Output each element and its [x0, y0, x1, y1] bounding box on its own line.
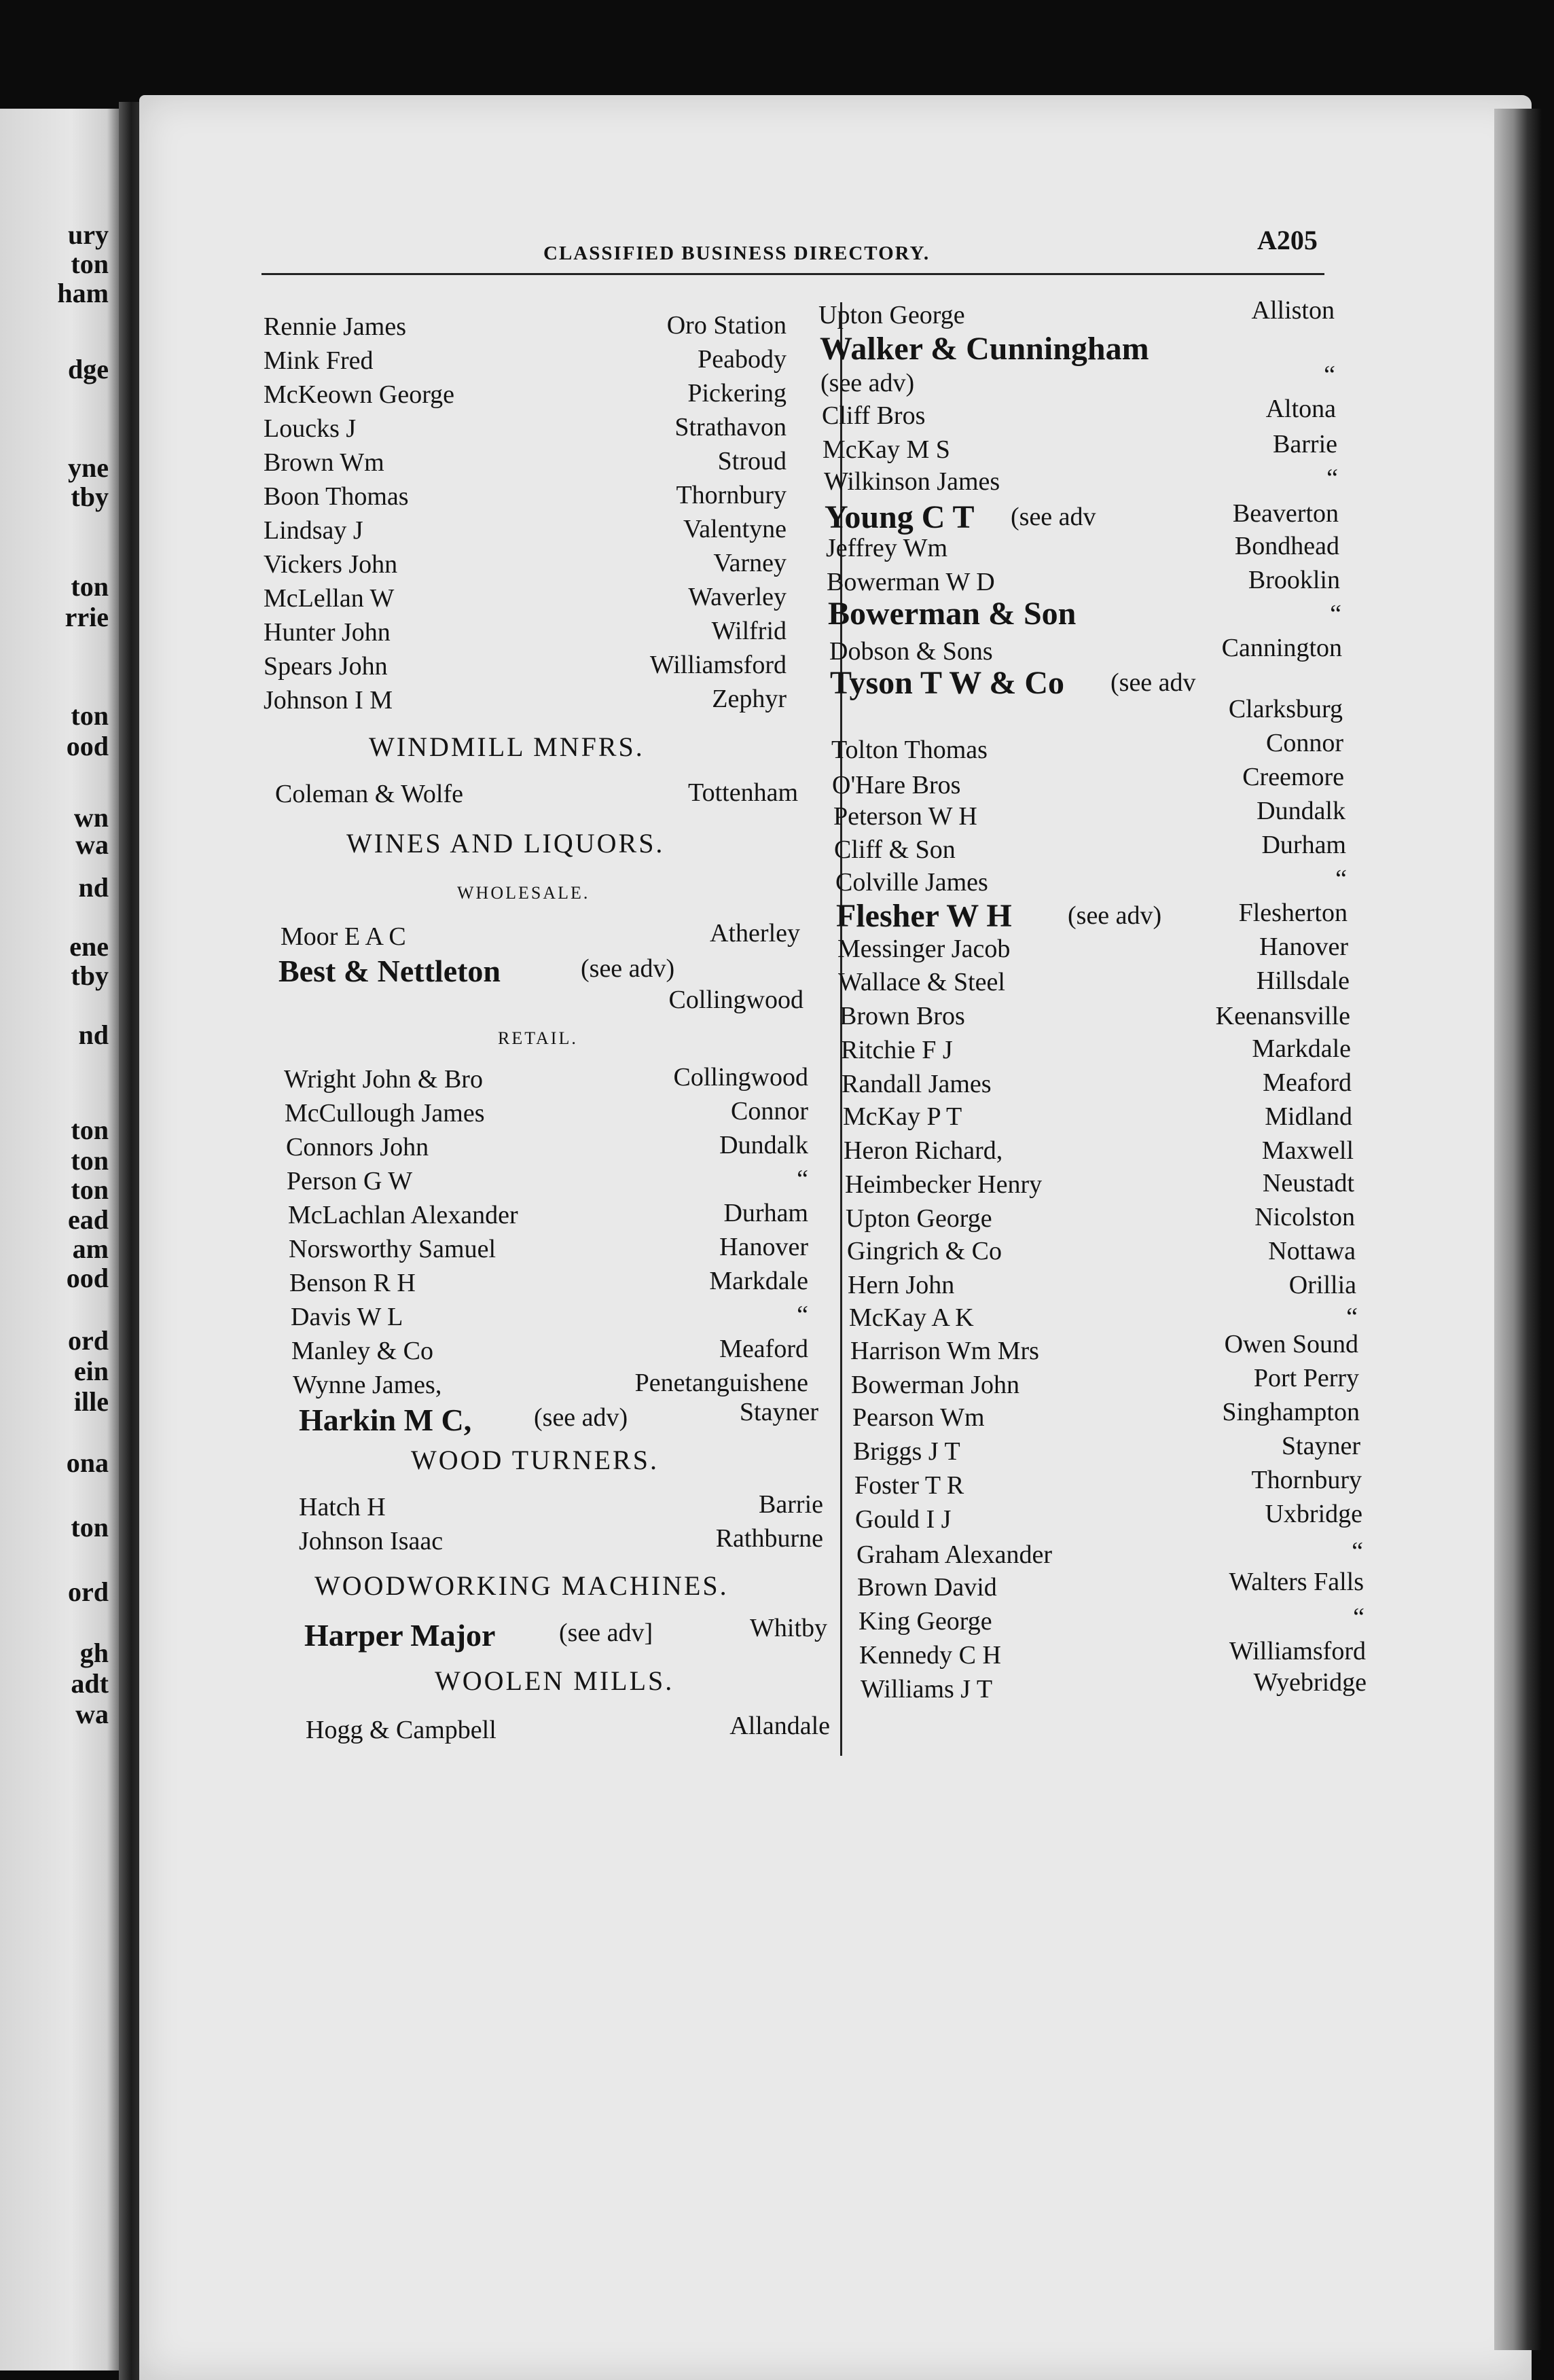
entry-name: Coleman & Wolfe	[275, 780, 463, 808]
entry-place: Thornbury	[676, 481, 787, 509]
entry-name: Bowerman John	[851, 1371, 1020, 1399]
entry-place: Neustadt	[1262, 1169, 1354, 1197]
entry-name: Harrison Wm Mrs	[850, 1337, 1039, 1365]
entry-place: Maxwell	[1261, 1136, 1354, 1165]
left-page-fragment: ord	[68, 1576, 109, 1607]
entry-name: Norsworthy Samuel	[289, 1235, 496, 1263]
left-page-fragment: ton	[71, 249, 109, 279]
entry-name: Benson R H	[289, 1269, 416, 1297]
section-heading: WOOLEN MILLS.	[435, 1665, 674, 1696]
entry-name: Hatch H	[299, 1493, 386, 1521]
entry-name: Heimbecker Henry	[845, 1170, 1043, 1199]
entry-name: McLachlan Alexander	[288, 1201, 518, 1229]
entry-name: Person G W	[287, 1167, 413, 1195]
entry-name: Wallace & Steel	[838, 968, 1005, 996]
entry-name: Johnson Isaac	[299, 1527, 444, 1555]
entry-place: Owen Sound	[1224, 1330, 1358, 1358]
entry-place: Collingwood	[668, 986, 803, 1014]
entry-place: “	[797, 1301, 808, 1329]
entry-place: Durham	[723, 1199, 808, 1227]
entry-name: Peterson W H	[833, 802, 977, 831]
entry-place: Stayner	[1281, 1432, 1360, 1460]
see-adv-note: (see adv)	[534, 1403, 628, 1432]
entry-place: “	[1324, 361, 1335, 389]
left-page-fragment: wa	[75, 1699, 109, 1729]
left-page-fragment: yne	[68, 452, 109, 483]
left-page-fragment: wn	[73, 802, 109, 833]
see-adv-note: (see adv)	[1068, 901, 1162, 930]
entry-place: “	[797, 1165, 808, 1193]
entry-name: Colville James	[835, 868, 988, 897]
entry-name: Davis W L	[291, 1303, 403, 1331]
left-page-fragment: rrie	[65, 602, 109, 632]
entry-place: Singhampton	[1222, 1398, 1360, 1426]
bold-entry-name: Harkin M C,	[299, 1403, 472, 1437]
entry-name: Vickers John	[264, 550, 398, 579]
entry-name: Moor E A C	[281, 922, 406, 951]
entry-name: King George	[859, 1607, 992, 1636]
left-page-fragment: ton	[71, 1145, 109, 1176]
entry-name: Bowerman W D	[827, 568, 995, 596]
entry-name: Pearson Wm	[852, 1403, 985, 1432]
left-page-fragment: ton	[71, 700, 109, 731]
entry-place: Orillia	[1288, 1271, 1356, 1299]
entry-place: Hanover	[719, 1233, 808, 1261]
entry-place: Dundalk	[719, 1131, 808, 1159]
entry-place: Valentyne	[683, 515, 787, 543]
left-page-fragment: ton	[71, 1512, 109, 1543]
entry-name: Mink Fred	[264, 346, 374, 375]
running-header: CLASSIFIED BUSINESS DIRECTORY.	[543, 242, 930, 264]
subheading: RETAIL.	[498, 1028, 578, 1048]
entry-place: Oro Station	[666, 311, 787, 340]
entry-name: Brown Bros	[839, 1002, 965, 1030]
entry-place: Alliston	[1251, 296, 1335, 325]
entry-place: Markdale	[709, 1267, 808, 1295]
left-page-fragment: ton	[71, 1115, 109, 1145]
entry-place: Nottawa	[1268, 1237, 1356, 1265]
entry-name: Gingrich & Co	[847, 1237, 1002, 1265]
entry-place: Port Perry	[1253, 1364, 1359, 1392]
entry-name: Foster T R	[854, 1471, 964, 1500]
entry-place: Williamsford	[649, 651, 787, 679]
entry-place: Strathavon	[674, 413, 787, 441]
page-number: A205	[1257, 225, 1318, 255]
see-adv-note: (see adv	[1011, 503, 1096, 531]
left-page-fragment: tby	[71, 482, 109, 512]
entry-place: Flesherton	[1238, 899, 1348, 927]
entry-place: Rathburne	[715, 1524, 823, 1553]
entry-name: Ritchie F J	[841, 1036, 953, 1064]
entry-name: McKay A K	[849, 1303, 974, 1332]
entry-name: Jeffrey Wm	[826, 534, 948, 562]
entry-place: “	[1353, 1603, 1365, 1631]
entry-name: Cliff Bros	[822, 401, 926, 430]
header-rule	[261, 273, 1324, 275]
entry-name: Hern John	[848, 1271, 955, 1299]
entry-place: Markdale	[1252, 1034, 1351, 1063]
entry-name: Hunter John	[264, 618, 391, 647]
entry-place: Penetanguishene	[634, 1369, 808, 1397]
left-page-fragment: ood	[66, 731, 109, 761]
entry-name: Williams J T	[861, 1675, 993, 1703]
left-page-fragment: nd	[78, 1020, 109, 1050]
entry-place: Wilfrid	[711, 617, 787, 645]
entry-place: Tottenham	[688, 778, 798, 807]
entry-name: Wilkinson James	[824, 467, 1000, 496]
entry-place: Bondhead	[1234, 532, 1339, 560]
entry-place: Beaverton	[1232, 499, 1339, 528]
entry-name: McLellan W	[264, 584, 395, 613]
entry-name: McKay M S	[823, 435, 950, 464]
entry-name: Hogg & Campbell	[306, 1716, 496, 1744]
left-page-fragment: ead	[68, 1204, 109, 1235]
entry-name: Brown David	[857, 1573, 997, 1602]
left-page-fragment: ton	[71, 1174, 109, 1205]
entry-place: Meaford	[719, 1335, 808, 1363]
subheading: WHOLESALE.	[457, 883, 590, 903]
section-heading: WOOD TURNERS.	[411, 1445, 659, 1475]
entry-place: Meaford	[1263, 1068, 1352, 1097]
entry-place: Pickering	[687, 379, 787, 408]
entry-place: Keenansville	[1215, 1002, 1350, 1030]
entry-place: Connor	[731, 1097, 808, 1125]
entry-name: Bowerman & Son	[828, 596, 1077, 632]
entry-name: Boon Thomas	[264, 482, 409, 511]
section-heading: WINDMILL MNFRS.	[369, 732, 645, 762]
entry-place: Hillsdale	[1256, 967, 1350, 995]
entry-place: Zephyr	[712, 685, 787, 713]
entry-place: “	[1326, 464, 1338, 492]
entry-place: Clarksburg	[1228, 695, 1343, 723]
entry-name: Walker & Cunningham	[820, 331, 1149, 367]
left-page-fragment: wa	[75, 829, 109, 860]
entry-place: Altona	[1265, 395, 1336, 423]
entry-name: Messinger Jacob	[837, 935, 1011, 963]
entry-place: Atherley	[710, 919, 800, 948]
left-page-fragment: ury	[68, 219, 109, 250]
left-page-fragment: ham	[57, 278, 109, 308]
entry-name: O'Hare Bros	[832, 771, 961, 799]
section-heading: WINES AND LIQUORS.	[346, 828, 665, 859]
left-page-fragment: ene	[69, 931, 109, 962]
left-page-fragment: ona	[66, 1447, 109, 1478]
entry-name: Cliff & Son	[834, 835, 956, 864]
entry-place: Varney	[713, 549, 787, 577]
entry-name: Randall James	[842, 1070, 992, 1098]
entry-name: Tyson T W & Co	[830, 665, 1065, 701]
entry-name: Briggs J T	[853, 1437, 960, 1466]
left-page-fragment: ood	[66, 1263, 109, 1293]
left-page-fragment: am	[72, 1233, 109, 1264]
left-page-fragment: nd	[78, 872, 109, 903]
entry-name: Flesher W H	[836, 898, 1012, 934]
entry-place: Allandale	[729, 1712, 830, 1740]
entry-place: Dundalk	[1257, 797, 1345, 825]
see-adv-note: (see adv	[1110, 668, 1196, 697]
entry-name: (see adv)	[820, 369, 915, 397]
entry-name: Lindsay J	[264, 516, 363, 545]
entry-name: Young C T	[825, 499, 975, 535]
entry-place: Durham	[1261, 831, 1346, 859]
left-page-fragment: ton	[71, 571, 109, 602]
entry-name: Brown Wm	[264, 448, 384, 477]
entry-place: Barrie	[1273, 430, 1337, 458]
entry-name: Upton George	[846, 1204, 992, 1233]
entry-name: Rennie James	[264, 312, 407, 341]
bold-entry-name: Best & Nettleton	[278, 954, 501, 988]
section-heading: WOODWORKING MACHINES.	[314, 1570, 729, 1601]
entry-name: Johnson I M	[264, 686, 393, 715]
entry-place: Walters Falls	[1229, 1568, 1364, 1596]
entry-place: “	[1352, 1537, 1363, 1566]
entry-place: Cannington	[1221, 634, 1342, 662]
entry-name: Heron Richard,	[844, 1136, 1003, 1165]
entry-name: Loucks J	[264, 414, 357, 443]
entry-place: Whitby	[750, 1614, 827, 1642]
entry-place: Creemore	[1242, 763, 1344, 791]
left-page-fragment: ille	[73, 1386, 109, 1417]
entry-name: McKay P T	[843, 1102, 962, 1131]
left-page-fragment: ein	[73, 1356, 109, 1386]
entry-name: Kennedy C H	[859, 1641, 1001, 1670]
entry-name: Wynne James,	[293, 1371, 442, 1399]
left-page-fragment: dge	[68, 354, 109, 384]
entry-name: McCullough James	[285, 1099, 485, 1128]
entry-name: Manley & Co	[291, 1337, 433, 1365]
entry-place: Uxbridge	[1265, 1500, 1362, 1528]
entry-place: Hanover	[1259, 933, 1348, 961]
entry-place: Wyebridge	[1253, 1668, 1367, 1697]
entry-place: Williamsford	[1229, 1637, 1366, 1665]
entry-name: McKeown George	[264, 380, 455, 409]
entry-place: “	[1335, 865, 1347, 893]
see-adv-note: (see adv]	[559, 1619, 653, 1647]
entry-place: Collingwood	[673, 1063, 808, 1092]
entry-place: “	[1330, 600, 1341, 628]
entry-place: “	[1346, 1303, 1358, 1331]
entry-name: Dobson & Sons	[829, 637, 993, 666]
entry-place: Brooklin	[1248, 566, 1340, 594]
entry-place: Stroud	[717, 447, 787, 475]
page-edge-shadow	[1494, 109, 1542, 2350]
bold-entry-name: Harper Major	[304, 1618, 496, 1653]
entry-name: Spears John	[264, 652, 388, 681]
left-page-fragment: ord	[68, 1325, 109, 1356]
entry-name: Upton George	[818, 301, 965, 329]
entry-name: Wright John & Bro	[284, 1065, 483, 1094]
entry-name: Graham Alexander	[856, 1540, 1053, 1569]
see-adv-note: (see adv)	[581, 954, 675, 983]
entry-name: Connors John	[286, 1133, 429, 1161]
entry-name: Gould I J	[855, 1505, 952, 1534]
left-page-fragment: adt	[71, 1668, 109, 1699]
left-page-fragment: tby	[71, 960, 109, 991]
left-page-edge	[0, 109, 119, 2370]
entry-place: Stayner	[739, 1398, 818, 1426]
entry-place: Peabody	[698, 345, 787, 374]
entry-place: Waverley	[688, 583, 787, 611]
entry-place: Nicolston	[1254, 1203, 1355, 1231]
entry-place: Thornbury	[1251, 1466, 1362, 1494]
entry-name: Tolton Thomas	[831, 736, 988, 764]
entry-place: Barrie	[759, 1490, 823, 1519]
entry-place: Connor	[1266, 729, 1343, 757]
left-page-fragment: gh	[79, 1638, 109, 1668]
entry-place: Midland	[1265, 1102, 1352, 1131]
